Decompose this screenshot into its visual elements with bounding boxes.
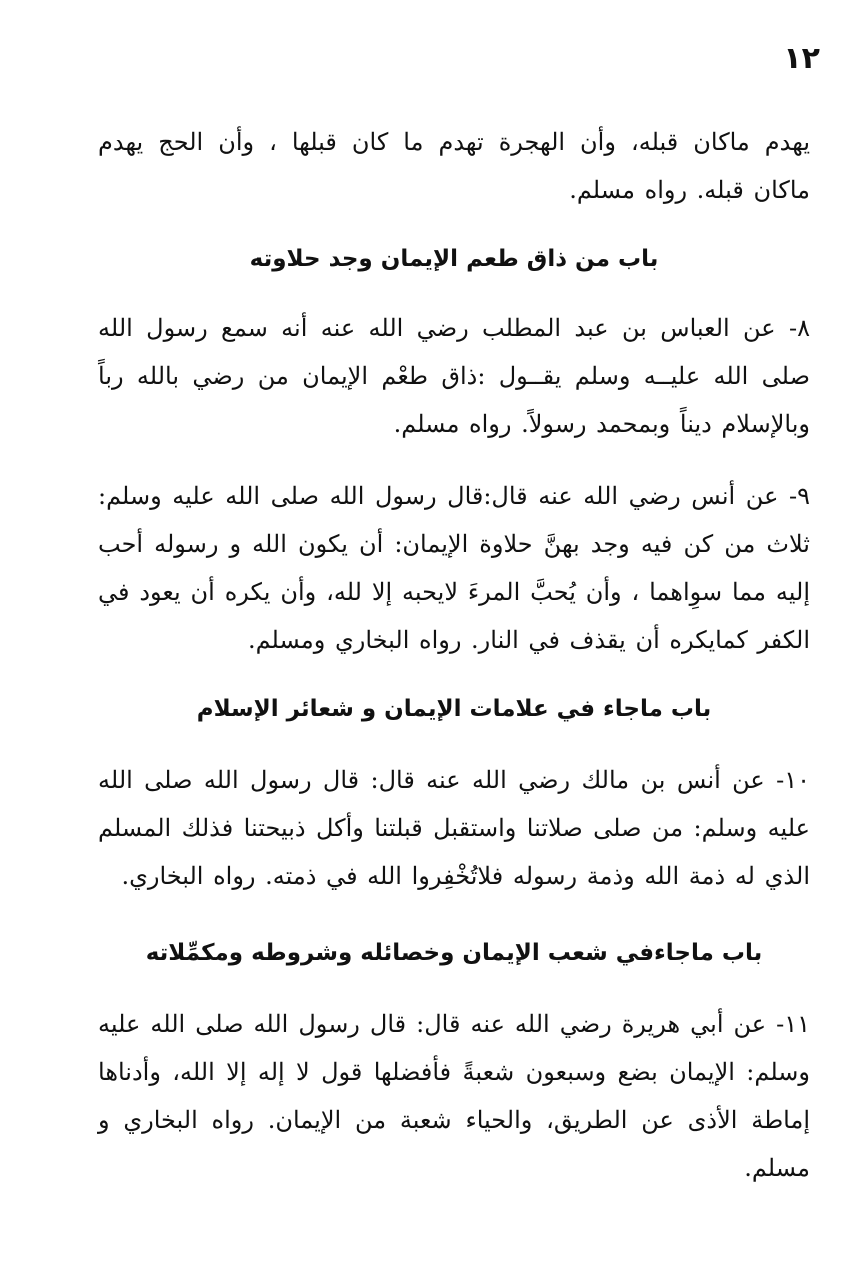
page-number: ١٢ bbox=[783, 41, 820, 76]
section-heading: باب ماجاءفي شعب الإيمان وخصائله وشروطه ومكمِّلاته bbox=[145, 940, 763, 966]
spacer bbox=[98, 900, 810, 932]
hadith-paragraph: ٩- عن أنس رضي الله عنه قال:قال رسول الله صلى الله عليه وسلم: ثلاث من كن فيه وجد بهنَّ حلاوة الإيمان: أن يكون الله و رسوله أحب إليه مما سوِاهما ، وأن يُحبَّ المرءَ لايحبه إلا لله، وأن يكره أن يعود في الكفر كمايكره أن يقذف في النار. رواه البخاري ومسلم. bbox=[98, 482, 810, 654]
hadith-paragraph: ١٠- عن أنس بن مالك رضي الله عنه قال: قال رسول الله صلى الله عليه وسلم: من صلى صلاتنا واستقبل قبلتنا وأكل ذبيحتنا فذلك المسلم الذي له ذمة الله وذمة رسوله فلاتُخْفِروا الله في ذمته. رواه البخاري. bbox=[98, 766, 810, 890]
spacer bbox=[98, 730, 810, 756]
page-content bbox=[98, 118, 810, 1192]
spacer bbox=[98, 448, 810, 472]
hadith-paragraph: ٨- عن العباس بن عبد المطلب رضي الله عنه أنه سمع رسول الله صلى الله عليــه وسلم يقــول :ذاق طعْم الإيمان من رضي بالله رباً وبالإسلام ديناً وبمحمد رسولاً. رواه مسلم. bbox=[98, 314, 811, 438]
section-heading: باب من ذاق طعم الإيمان وجد حلاوته bbox=[249, 246, 659, 272]
hadith-paragraph: ١١- عن أبي هريرة رضي الله عنه قال: قال رسول الله صلى الله عليه وسلم: الإيمان بضع وسبعون شعبةً فأفضلها قول لا إله إلا الله، وأدناها إماطة الأذى عن الطريق، والحياء شعبة من الإيمان. رواه البخاري و مسلم. bbox=[98, 1010, 810, 1182]
spacer bbox=[98, 214, 810, 238]
section-heading: باب ماجاء في علامات الإيمان و شعائر الإسلام bbox=[196, 696, 712, 722]
spacer bbox=[98, 280, 810, 304]
intro-paragraph: يهدم ماكان قبله، وأن الهجرة تهدم ما كان قبلها ، وأن الحج يهدم ماكان قبله. رواه مسلم. bbox=[98, 128, 810, 204]
spacer bbox=[98, 664, 810, 688]
spacer bbox=[98, 974, 810, 1000]
